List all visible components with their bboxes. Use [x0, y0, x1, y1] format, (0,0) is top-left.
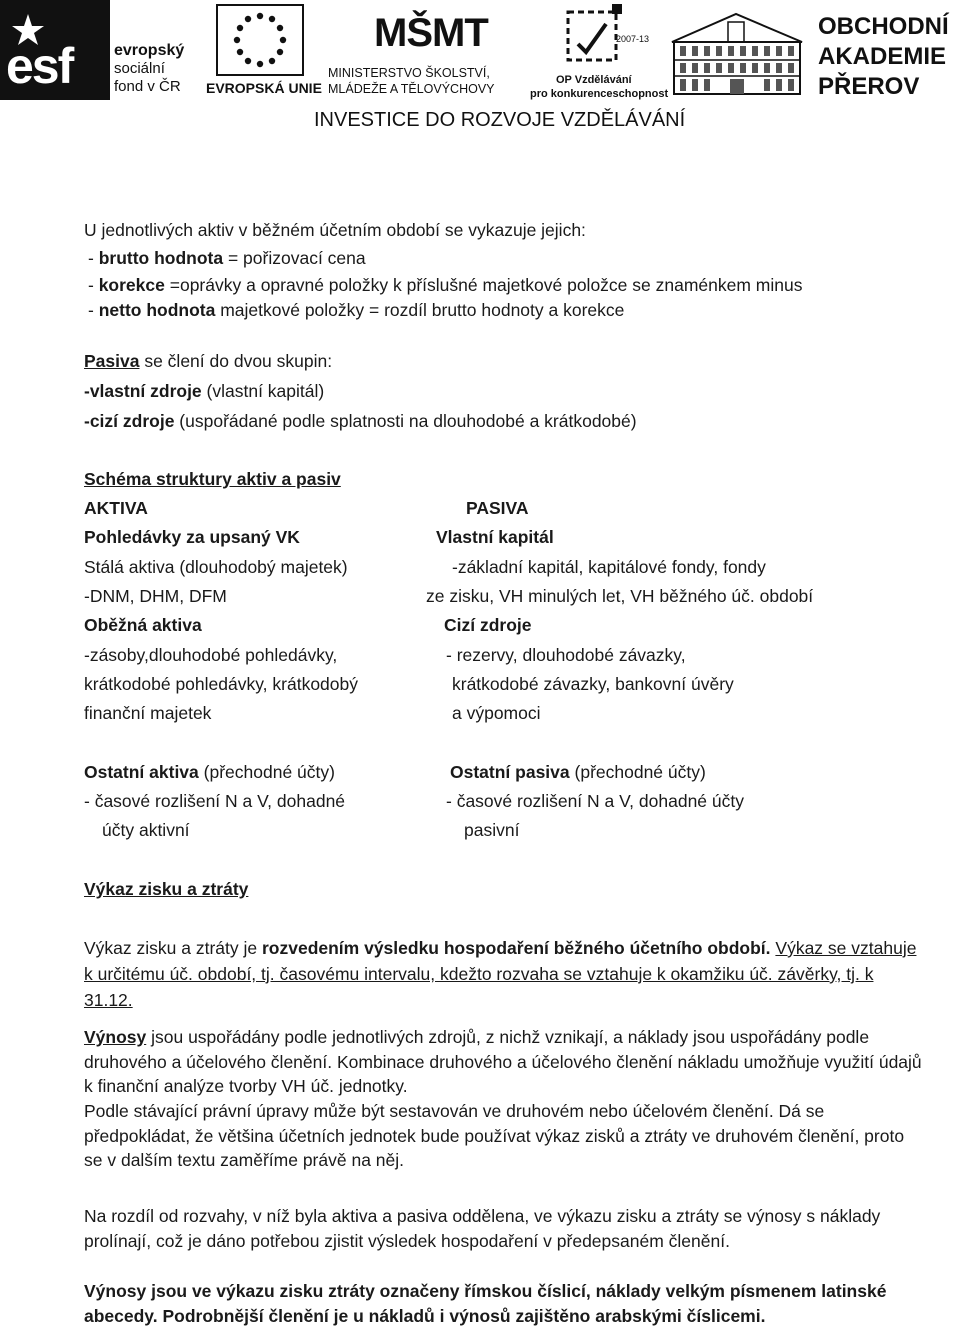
esf-line1: evropský: [114, 42, 185, 59]
op-line1: OP Vzdělávání: [556, 74, 632, 86]
brutto-term: brutto hodnota: [98, 248, 224, 268]
esf-big-text: esf: [6, 38, 73, 94]
ostatni-aktiva: [84, 761, 335, 783]
vlastni-kapital-line1: -základní kapitál, kapitálové fondy, fondy: [452, 557, 766, 577]
ostatni-pasiva-line2: pasivní: [464, 820, 520, 840]
vzz-paragraph4: Na rozdíl od rozvahy, v níž byla aktiva a pasiva oddělena, ve výkazu zisku a ztráty se výnosy s náklady prolínají, což je dáno potřebou zjistit výsledek hospodaření v předepsaném členění.: [84, 1206, 881, 1251]
ostatni-aktiva-term: Ostatní aktiva: [84, 762, 199, 782]
schema-title: Schéma struktury aktiv a pasiv: [84, 469, 341, 489]
pasiva-desc: se člení do dvou skupin:: [139, 351, 333, 371]
ostatni-aktiva-line2: účty aktivní: [102, 820, 190, 840]
pohledavky-vk: Pohledávky za upsaný VK: [84, 527, 300, 547]
netto-line: [88, 299, 624, 321]
vzz-p1-intro: Výkaz zisku a ztráty je: [84, 938, 262, 958]
school-line3: PŘEROV: [818, 73, 920, 100]
esf-line3: fond v ČR: [114, 78, 181, 95]
bullet-dash: -: [88, 300, 99, 320]
obezna-line2: krátkodobé pohledávky, krátkodobý: [84, 674, 359, 694]
eu-flag-icon: [216, 4, 304, 76]
netto-term: netto hodnota: [98, 300, 216, 320]
aktiva-heading: AKTIVA: [84, 498, 148, 518]
vlastni-kapital-line2: ze zisku, VH minulých let, VH běžného úč. období: [426, 586, 814, 606]
obezna-line3: finanční majetek: [84, 703, 212, 723]
bullet-dash: -: [88, 248, 99, 268]
esf-line2: sociální: [114, 60, 165, 77]
vzz-paragraph5: Výnosy jsou ve výkazu zisku ztráty označeny římskou číslicí, náklady velkým písmenem latinské abecedy. Podrobnější členění je u nákladů i výnosů zajištěno arabskými číslicemi.: [84, 1281, 887, 1326]
op-year: 2007-13: [616, 34, 650, 44]
eu-logo: [206, 4, 322, 100]
msmt-line2: MLÁDEŽE A TĚLOVÝCHOVY: [328, 82, 495, 96]
pasiva-heading-col: PASIVA: [466, 498, 529, 518]
op-line2: pro konkurenceschopnost: [530, 88, 669, 100]
ostatni-aktiva-line1: - časové rozlišení N a V, dohadné: [84, 791, 346, 811]
cizi-zdroje: Cizí zdroje: [444, 615, 532, 635]
korekce-desc: =oprávky a opravné položky k příslušné majetkové položce se znaménkem minus: [164, 275, 803, 295]
cizi-zdroje-line2: krátkodobé závazky, bankovní úvěry: [452, 674, 734, 694]
ostatni-pasiva-term: Ostatní pasiva: [450, 762, 570, 782]
vlastni-kapital: Vlastní kapitál: [436, 527, 554, 547]
ostatni-pasiva-desc: (přechodné účty): [569, 762, 706, 782]
eu-label: EVROPSKÁ UNIE: [206, 80, 322, 96]
vzz-title: Výkaz zisku a ztráty: [84, 879, 249, 899]
esf-logo: [0, 0, 200, 100]
obezna-aktiva: Oběžná aktiva: [84, 615, 202, 635]
vlastni-zdroje-term: -vlastní zdroje: [84, 381, 202, 401]
op-logo: [530, 4, 669, 100]
cizi-zdroje-line: [84, 410, 637, 432]
vzz-paragraph2: [84, 1025, 924, 1099]
vzz-paragraph3: Podle stávající právní úpravy může být sestavován ve druhovém nebo účelovém členění. Dá se předpokládat, že většina účetních jednotek bude používat výkaz zisků a ztráty ve druhovém členění, proto se v dalším textu zaměříme právě na něj.: [84, 1101, 905, 1170]
cizi-zdroje-term: -cizí zdroje: [84, 411, 175, 431]
msmt-line1: MINISTERSTVO ŠKOLSTVÍ,: [328, 66, 490, 80]
intro-line: U jednotlivých aktiv v běžném účetním období se vykazuje jejich:: [84, 220, 586, 240]
school-line1: OBCHODNÍ: [818, 13, 949, 40]
school-line2: AKADEMIE: [818, 43, 947, 70]
cizi-zdroje-desc: (uspořádané podle splatnosti na dlouhodobé a krátkodobé): [174, 411, 637, 431]
vynosy-desc: jsou uspořádány podle jednotlivých zdrojů, z nichž vznikají, a náklady jsou uspořádány podle druhového a účelového členění. Kombinace druhového a účelového členění nákladu umožňuje využití údajů k finanční analýze tvorby VH úč. jednotky.: [84, 1027, 922, 1096]
cizi-zdroje-line3: a výpomoci: [452, 703, 541, 723]
obezna-line1: -zásoby,dlouhodobé pohledávky,: [84, 645, 338, 665]
cizi-zdroje-line1: - rezervy, dlouhodobé závazky,: [446, 645, 686, 665]
school-logo: [666, 4, 958, 100]
ostatni-aktiva-desc: (přechodné účty): [198, 762, 335, 782]
korekce-term: korekce: [98, 275, 165, 295]
investice-banner: INVESTICE DO ROZVOJE VZDĚLÁVÁNÍ: [314, 109, 686, 131]
msmt-logo: [326, 2, 526, 100]
netto-desc: majetkové položky = rozdíl brutto hodnoty a korekce: [215, 300, 625, 320]
school-building-icon: [666, 6, 808, 96]
brutto-line: [88, 247, 366, 269]
vynosy-term: Výnosy: [84, 1027, 147, 1047]
ostatni-pasiva-line1: - časové rozlišení N a V, dohadné účty: [446, 791, 744, 811]
korekce-line: [88, 274, 802, 296]
pasiva-term: Pasiva: [84, 351, 140, 371]
vlastni-zdroje-desc: (vlastní kapitál): [201, 381, 325, 401]
vzz-p1-underlined: Výkaz se vztahuje k určitému úč. období, tj. časovému intervalu, kdežto rozvaha se vztahuje k okamžiku úč. závěrky, tj. k 31.12.: [84, 938, 917, 1010]
stala-aktiva: Stálá aktiva (dlouhodobý majetek): [84, 557, 348, 577]
pasiva-heading: [84, 350, 332, 372]
bullet-dash: -: [88, 275, 99, 295]
vzz-paragraph1: [84, 935, 924, 1013]
vlastni-zdroje-line: [84, 380, 324, 402]
vzz-p1-bold: rozvedením výsledku hospodaření běžného účetního období.: [261, 938, 771, 958]
brutto-desc: = pořizovací cena: [223, 248, 366, 268]
msmt-mark: MŠMT: [374, 11, 488, 55]
ostatni-pasiva: [450, 761, 706, 783]
dnm-dhm-dfm: -DNM, DHM, DFM: [84, 586, 227, 606]
